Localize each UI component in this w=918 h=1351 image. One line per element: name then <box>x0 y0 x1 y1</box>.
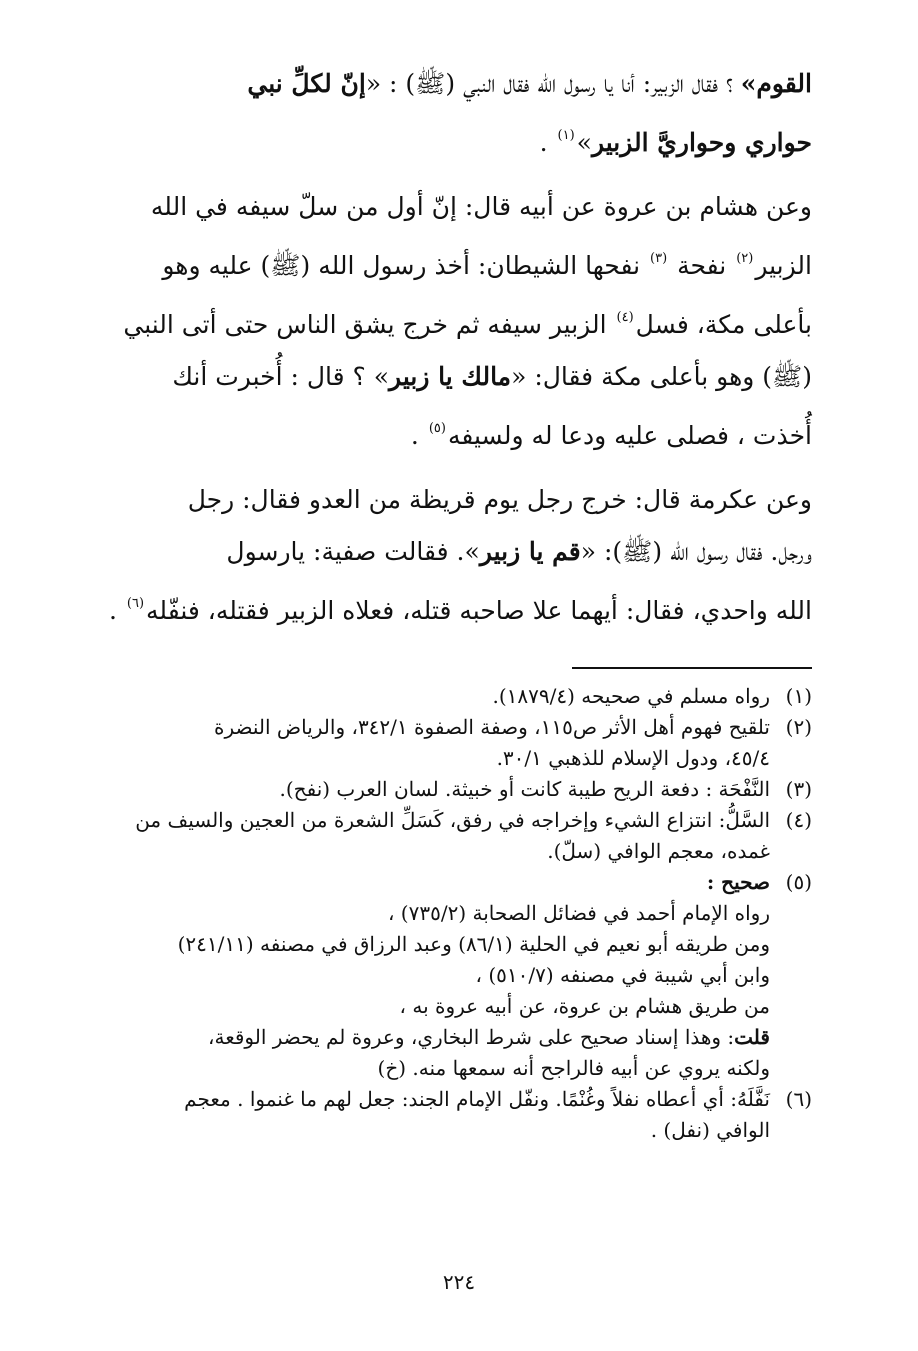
line: حواري وحواريَّ الزبير»$^{(١)}$ . <box>539 128 812 157</box>
line: الزبير$^{(٢)}$ نفحة $^{(٣)}$ نفحها الشيطان: أخذ رسول الله (ﷺ) عليه وهو <box>162 251 812 280</box>
paragraph-2 <box>82 181 812 462</box>
line: وعن هشام بن عروة عن أبيه قال: إنّ أول من سلّ سيفه في الله <box>150 192 812 221</box>
footnote-3: (٣) النَّفْحَة : دفعة الريح طيبة كانت أو خبيثة. لسان العرب (نفح). <box>82 774 812 805</box>
footnote-number: (٦) <box>785 1087 812 1111</box>
footnotes <box>82 681 812 1146</box>
line: وعن عكرمة قال: خرج رجل يوم قريظة من العدو فقال: رجل <box>187 485 812 514</box>
paragraph-3 <box>82 474 812 637</box>
paragraph-1 <box>82 58 812 169</box>
footnote-ref: (١) <box>557 128 575 143</box>
footnote-2: (٢) تلقيح فهوم أهل الأثر ص١١٥، وصفة الصفوة ٣٤٢/١، والرياض النضرة ٤٥/٤، ودول الإسلام للذهبي ٣٠/١. <box>82 712 812 774</box>
footnote-separator <box>572 667 812 669</box>
footnote-6: (٦) نَفَّلَهُ: أي أعطاه نفلاً وغُنْمًا. ونفّل الإمام الجند: جعل لهم ما غنموا . معجم الوافي (نفل) . <box>82 1084 812 1146</box>
line: أُخذت ، فصلى عليه ودعا له ولسيفه$^{(٥)}$ . <box>410 421 812 450</box>
line: بأعلى مكة، فسل$^{(٤)}$ الزبير سيفه ثم خرج يشق الناس حتى أتى النبي <box>123 310 812 339</box>
footnote-heading: صحيح : <box>706 870 770 894</box>
page <box>82 58 812 1146</box>
footnote-number: (٤) <box>785 808 812 832</box>
page-number: ٢٢٤ <box>442 1270 476 1294</box>
line: (ﷺ) وهو بأعلى مكة فقال: «مالك يا زبير» ؟ قال : أُخبرت أنك <box>172 362 812 391</box>
footnote-ref: (٥) <box>428 421 446 436</box>
line: القوم» ؟ فقال الزبير: أنا يا رسول الله فقال النبي (ﷺ) : «إنّ لكلِّ نبي <box>247 69 812 98</box>
line: الله واحدي، فقال: أيهما علا صاحبه قتله، فعلاه الزبير فقتله، فنفّله$^{(٦)}$ . <box>108 596 812 625</box>
footnote-ref: (٢) <box>736 251 754 266</box>
footnote-ref: (٤) <box>616 310 634 325</box>
main-text <box>82 58 812 637</box>
footnote-1: (١) رواه مسلم في صحيحه (١٨٧٩/٤). <box>82 681 812 712</box>
footnote-number: (٣) <box>785 777 812 801</box>
footnote-number: (٢) <box>785 715 812 739</box>
line: ورجل. فقال رسول الله (ﷺ): «قم يا زبير». فقالت صفية: يارسول <box>226 537 812 566</box>
footnote-number: (٥) <box>785 870 812 894</box>
footnote-4: (٤) السَّلُّ: انتزاع الشيء وإخراجه في رفق، كَسَلِّ الشعرة من العجين والسيف من غمده، معجم الوافي (سلّ). <box>82 805 812 867</box>
footnote-ref: (٦) <box>126 596 145 611</box>
footnote-number: (١) <box>785 684 812 708</box>
footnote-5: (٥) صحيح : رواه الإمام أحمد في فضائل الصحابة (٧٣٥/٢) ، ومن طريقه أبو نعيم في الحلية (٨٦/١) وعبد الرزاق في مصنفه (٢٤١/١١) وابن أبي شيبة في مصنفه (٥١٠/٧) ، من طريق هشام بن عروة، عن أبيه عروة به ، قلت: وهذا إسناد صحيح على شرط البخاري، وعروة لم يحضر الوقعة، ولكنه يروي عن أبيه فالراجح أنه سمعها منه. (خ) <box>82 867 812 1084</box>
footnote-ref: (٣) <box>650 251 668 266</box>
qult-label: قلت <box>734 1025 770 1049</box>
